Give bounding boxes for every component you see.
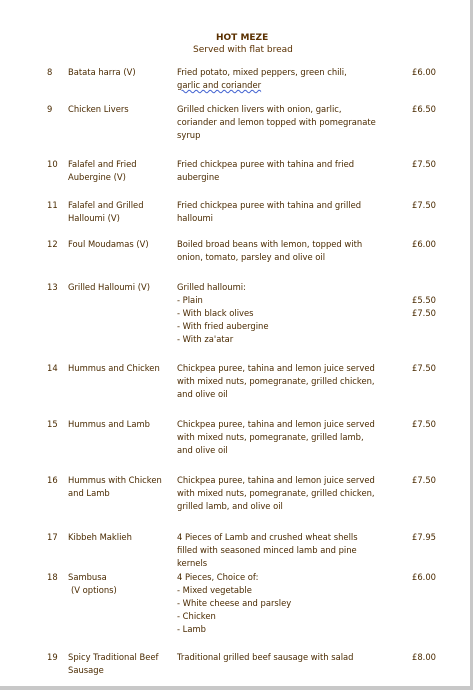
description-line: with mixed nuts, pomegranate, grilled lamb, (177, 432, 364, 442)
price-value: £8.00 (412, 652, 436, 662)
description-line: - With za'atar (177, 334, 234, 344)
item-number: 15 (47, 419, 58, 429)
description-line: - With fried aubergine (177, 321, 269, 331)
item-number: 10 (47, 159, 58, 169)
item-number: 11 (47, 200, 58, 210)
item-price (412, 474, 436, 487)
item-name-line: Sambusa (68, 572, 107, 582)
item-price (412, 418, 436, 431)
page-edge-bottom (0, 686, 473, 690)
price-value: £6.00 (412, 239, 436, 249)
description-line: onion, tomato, parsley and olive oil (177, 252, 326, 262)
description-line: syrup (177, 130, 201, 140)
price-value: £5.50 (412, 295, 436, 305)
description-line: Fried chickpea puree with tahina and fried (177, 159, 355, 169)
description-line: aubergine (177, 172, 220, 182)
description-line: coriander and lemon topped with pomegranate (177, 117, 376, 127)
item-description (177, 238, 402, 264)
item-number: 16 (47, 475, 58, 485)
description-line: Boiled broad beans with lemon, topped with (177, 239, 363, 249)
section-title: HOT MEZE (216, 33, 269, 43)
item-price (412, 158, 436, 171)
item-number: 14 (47, 363, 58, 373)
description-line: garlic and coriander (177, 80, 262, 90)
item-price (412, 651, 436, 664)
item-name: Hummus and Chicken (68, 363, 160, 373)
description-line: Traditional grilled beef sausage with salad (177, 652, 354, 662)
item-number: 18 (47, 572, 58, 582)
item-name: Chicken Livers (68, 104, 129, 114)
description-line: Fried chickpea puree with tahina and grilled (177, 200, 362, 210)
item-number: 13 (47, 282, 58, 292)
item-name: Falafel and Grilled Halloumi (V) (68, 200, 144, 223)
item-number: 9 (47, 104, 53, 114)
price-value: £7.50 (412, 308, 436, 318)
description-line: and olive oil (177, 445, 228, 455)
description-line: with mixed nuts, pomegranate, grilled chicken, (177, 376, 375, 386)
price-value: £7.50 (412, 419, 436, 429)
description-line: filled with seasoned minced lamb and pine (177, 545, 357, 555)
item-number: 8 (47, 67, 53, 77)
description-line: Chickpea puree, tahina and lemon juice served (177, 363, 375, 373)
item-price (412, 238, 436, 251)
item-name: Hummus with Chicken and Lamb (68, 475, 162, 498)
description-line: 4 Pieces, Choice of: (177, 572, 259, 582)
description-line: - Lamb (177, 624, 206, 634)
item-name: Grilled Halloumi (V) (68, 282, 150, 292)
description-line: and olive oil (177, 389, 228, 399)
item-description (177, 199, 402, 225)
item-name (68, 571, 168, 597)
description-line: - White cheese and parsley (177, 598, 292, 608)
description-line: - Plain (177, 295, 203, 305)
item-number: 17 (47, 532, 58, 542)
item-description (177, 651, 402, 664)
description-line: 4 Pieces of Lamb and crushed wheat shells (177, 532, 358, 542)
item-description (177, 103, 402, 142)
description-line: Grilled chicken livers with onion, garlic, (177, 104, 342, 114)
description-line: kernels (177, 558, 208, 568)
item-price (412, 571, 436, 584)
description-line: Grilled halloumi: (177, 282, 246, 292)
item-price (412, 199, 436, 212)
price-value (412, 281, 436, 294)
item-price (412, 531, 436, 544)
price-value: £7.95 (412, 532, 436, 542)
description-line: Chickpea puree, tahina and lemon juice served (177, 419, 375, 429)
item-price (412, 103, 436, 116)
section-subtitle: Served with flat bread (193, 45, 293, 55)
price-value: £7.50 (412, 200, 436, 210)
item-description (177, 281, 402, 346)
price-value: £6.00 (412, 67, 436, 77)
price-value: £7.50 (412, 159, 436, 169)
item-number: 19 (47, 652, 58, 662)
price-value: £7.50 (412, 475, 436, 485)
item-name: Falafel and Fried Aubergine (V) (68, 159, 137, 182)
item-description (177, 418, 402, 457)
item-description (177, 474, 402, 513)
description-line: grilled lamb, and olive oil (177, 501, 283, 511)
item-description (177, 362, 402, 401)
description-line: - With black olives (177, 308, 254, 318)
item-description (177, 571, 402, 636)
price-value: £6.50 (412, 104, 436, 114)
description-line: - Chicken (177, 611, 216, 621)
description-line: halloumi (177, 213, 214, 223)
price-value: £6.00 (412, 572, 436, 582)
item-name-line: (V options) (71, 585, 117, 595)
description-line: - Mixed vegetable (177, 585, 252, 595)
item-description (177, 531, 402, 570)
item-name: Kibbeh Maklieh (68, 532, 132, 542)
item-name: Batata harra (V) (68, 67, 136, 77)
item-description (177, 66, 402, 92)
item-number: 12 (47, 239, 58, 249)
item-price (412, 281, 436, 320)
item-price (412, 66, 436, 79)
description-line: Chickpea puree, tahina and lemon juice served (177, 475, 375, 485)
item-name: Foul Moudamas (V) (68, 239, 149, 249)
item-name: Spicy Traditional Beef Sausage (68, 652, 159, 675)
description-line: with mixed nuts, pomegranate, grilled chicken, (177, 488, 375, 498)
price-value: £7.50 (412, 363, 436, 373)
item-name: Hummus and Lamb (68, 419, 150, 429)
item-price (412, 362, 436, 375)
description-line: Fried potato, mixed peppers, green chili, (177, 67, 347, 77)
item-description (177, 158, 402, 184)
